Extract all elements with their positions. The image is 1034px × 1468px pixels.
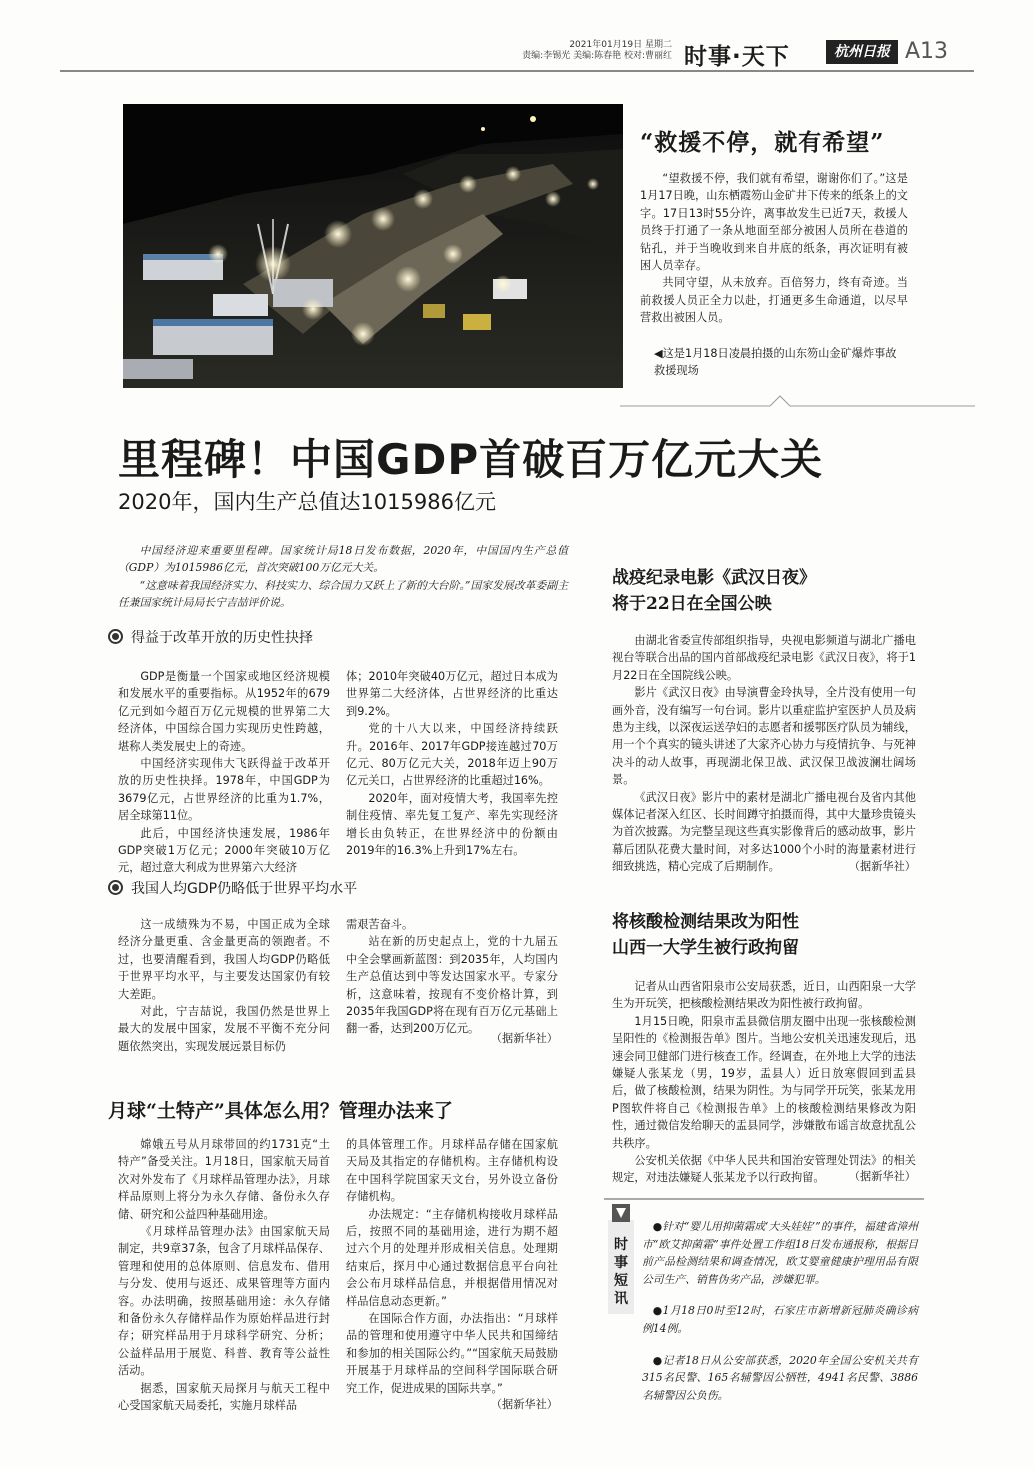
section-heading-text: 得益于改革开放的历史性抉择 (131, 630, 313, 646)
header-rule (60, 70, 974, 72)
main-subheadline: 2020年，国内生产总值达1015986亿元 (118, 490, 496, 514)
briefs-label: 时事短讯 (614, 1237, 628, 1307)
gdp-s1-right (346, 668, 558, 859)
paragraph: 共同守望，从未放弃。百倍努力，终有奇迹。当前救援人员正全力以赴，打通更多生命通道，以尽早营救出被困人员。 (640, 276, 908, 325)
bullet-icon (108, 629, 123, 644)
paragraph: 这一成绩殊为不易，中国正成为全球经济分量更重、含金量更高的领跑者。不过，也要清醒看到，我国人均GDP仍略低于世界平均水平，与主要发达国家仍有较大差距。 (118, 918, 330, 1001)
main-headline: 里程碑！中国GDP首破百万亿元大关 (118, 435, 824, 484)
paragraph: 中国经济实现伟大飞跃得益于改革开放的历史性抉择。1978年，中国GDP为3679亿元，占世界经济的比重为1.7%，居全球第11位。 (118, 757, 330, 823)
paragraph: 办法规定：“主存储机构接收月球样品后，按照不同的基础用途，进行为期不超过六个月的处理并形成相关信息。处理期结束后，探月中心通过数据信息平台向社会公布月球样品信息，并根据借用情况对样品信息动态更新。” (346, 1207, 558, 1308)
photo-caption: ◀这是1月18日凌晨拍摄的山东笏山金矿爆炸事故救援现场 (654, 347, 897, 377)
section-title: 时事·天下 (684, 44, 790, 70)
nucleic-body (612, 978, 916, 1187)
briefs-rule (604, 1198, 924, 1200)
paragraph: 体；2010年突破40万亿元，超过日本成为世界第二大经济体，占世界经济的比重达到9.2%。 (346, 670, 558, 718)
paragraph: GDP是衡量一个国家或地区经济规模和发展水平的重要指标。从1952年的679亿元到如今超百万亿元规模的世界第二大经济体，中国综合国力实现历史性跨越，堪称人类发展史上的奇迹。 (118, 670, 330, 753)
film-source: （据新华社） (848, 860, 916, 873)
rescue-photo (123, 104, 623, 388)
moon-headline: 月球“土特产”具体怎么用？管理办法来了 (108, 1100, 453, 1122)
paragraph: 影片《武汉日夜》由导演曹金玲执导，全片没有使用一句画外音，没有编写一句台词。影片以重症监护室医护人员及病患为主线，以深夜运送孕妇的志愿者和援鄂医疗队员为辅线，用一个个真实的镜头讲述了大家齐心协力与疫情抗争、与死神决斗的动人故事，再现湖北保卫战、武汉保卫战波澜壮阔场景。 (612, 686, 916, 787)
editor-credits: 责编:李锡光 美编:陈春艳 校对:曹丽红 (522, 51, 672, 61)
gdp-source: （据新华社） (490, 1032, 558, 1045)
section-heading-text: 我国人均GDP仍略低于世界平均水平 (131, 881, 358, 897)
nucleic-source: （据新华社） (848, 1170, 916, 1183)
briefs-pin-icon (612, 1204, 630, 1222)
paragraph: “这意味着我国经济实力、科技实力、综合国力又跃上了新的大台阶。”国家发展改革委副主任兼国家统计局局长宁吉喆评价说。 (118, 578, 568, 610)
rescue-title: “救援不停，就有希望” (640, 129, 885, 156)
gdp-s2-right (346, 916, 558, 1038)
gdp-section-heading-2 (108, 879, 357, 899)
paragraph: 中国经济迎来重要里程碑。国家统计局18日发布数据，2020年，中国国内生产总值（GDP）为1015986亿元，首次突破100万亿元大关。 (118, 544, 568, 575)
moon-right (346, 1136, 558, 1397)
brief-item: ●1月18日0时至12时，石家庄市新增新冠肺炎确诊病例14例。 (642, 1304, 918, 1335)
gdp-section-heading-1 (108, 628, 313, 648)
gdp-lead (118, 542, 568, 612)
nucleic-title-line1: 将核酸检测结果改为阳性 (612, 912, 799, 932)
paragraph: 在国际合作方面，办法指出：“月球样品的管理和使用遵守中华人民共和国缔结和参加的相关国际公约。”“国家航天局鼓励开展基于月球样品的空间科学国际联合研究工作，促进成果的国际共享。” (346, 1312, 558, 1395)
briefs-label-box (608, 1220, 634, 1314)
rescue-body (640, 170, 908, 327)
paragraph: 记者从山西省阳泉市公安局获悉，近日，山西阳泉一大学生为开玩笑，把核酸检测结果改为阳性被行政拘留。 (612, 980, 916, 1011)
gdp-s1-left (118, 668, 330, 877)
paragraph: 党的十八大以来，中国经济持续跃升。2016年、2017年GDP接连越过70万亿元、80万亿元大关，2018年迈上90万亿元关口，占世界经济的比重超过16%。 (346, 722, 558, 788)
paragraph: 公安机关依据《中华人民共和国治安管理处罚法》的相关规定，对违法嫌疑人张某龙予以行政拘留。 (612, 1154, 916, 1185)
moon-left (118, 1136, 330, 1415)
nucleic-title-line2: 山西一大学生被行政拘留 (612, 938, 799, 958)
paragraph: 2020年，面对疫情大考，我国率先控制住疫情、率先复工复产、率先实现经济增长由负转正，在世界经济中的份额由2019年的16.3%上升到17%左右。 (346, 791, 558, 858)
briefs-list (642, 1218, 918, 1404)
moon-source: （据新华社） (490, 1398, 558, 1411)
gdp-s2-left (118, 916, 330, 1055)
paper-logo: 杭州日报 (826, 40, 898, 64)
film-body (612, 632, 916, 876)
paragraph: 据悉，国家航天局探月与航天工程中心受国家航天局委托，实施月球样品 (118, 1381, 330, 1413)
issue-date: 2021年01月19日 星期二 (569, 40, 672, 50)
paragraph: 1月15日晚，阳泉市盂县微信朋友圈中出现一张核酸检测呈阳性的《检测报告单》图片。当地公安机关迅速发现后，迅速会同卫健部门进行核查工作。经调查，在外地上大学的违法嫌疑人张某龙（男，19岁，盂县人）近日放寒假回到盂县后，做了核酸检测，结果为阴性。为与同学开玩笑，张某龙用P图软件将自己《检测报告单》上的核酸检测结果修改为阳性，通过微信发给聊天的盂县同学，涉嫌散布谣言故意扰乱公共秩序。 (612, 1014, 916, 1150)
paragraph: 嫦娥五号从月球带回的约1731克“土特产”备受关注。1月18日，国家航天局首次对外发布了《月球样品管理办法》，月球样品原则上将分为永久存储、备份永久存储、研究和公益四种基础用途。 (118, 1138, 330, 1221)
brief-item: ●记者18日从公安部获悉，2020年全国公安机关共有315名民警、165名辅警因公牺牲，4941名民警、3886名辅警因公负伤。 (642, 1353, 918, 1402)
paragraph: 的具体管理工作。月球样品存储在国家航天局及其指定的存储机构。主存储机构设在中国科学院国家天文台，另外设立备份存储机构。 (346, 1138, 558, 1204)
brief-item: ●针对“婴儿用抑菌霜成‘大头娃娃’”的事件，福建省漳州市“欧艾抑菌霜”事件处置工作组18日发布通报称，根据目前产品检测结果和调查情况，欧艾婴童健康护理用品有限公司生产、销售伪劣产品，涉嫌犯罪。 (642, 1220, 918, 1286)
paragraph: 《武汉日夜》影片中的素材是湖北广播电视台及省内其他媒体记者深入红区、长时间蹲守拍摄而得，其中大量珍贵镜头为首次披露。为完整呈现这些真实影像背后的感动故事，影片幕后团队花费大量时间，对多达1000个小时的海量素材进行细致挑选，精心完成了后期制作。 (612, 790, 916, 874)
page-number: A13 (905, 39, 949, 64)
paragraph: “望救援不停，我们就有希望，谢谢你们了。”这是1月17日晚，山东栖霞笏山金矿井下传来的纸条上的文字。17日13时55分许，离事故发生已近7天，救援人员终于打通了一条从地面至部分被困人员所在巷道的钻孔，并于当晚收到来自井底的纸条，再次证明有被困人员幸存。 (640, 172, 908, 273)
paragraph: 站在新的历史起点上，党的十九届五中全会擘画新蓝图：到2035年，人均国内生产总值达到中等发达国家水平。专家分析，这意味着，按现有不变价格计算，到2035年我国GDP将在现有百万亿元基础上翻一番，达到200万亿元。 (346, 935, 558, 1036)
paragraph: 《月球样品管理办法》由国家航天局制定，共9章37条，包含了月球样品保存、管理和使用的总体原则、信息发布、借用与分发、使用与返还、成果管理等方面内容。办法明确，按照基础用途：永久存储和备份永久存储样品作为原始样品进行封存；研究样品用于月球科学研究、分析；公益样品用于展览、科普、教育等公益性活动。 (118, 1225, 330, 1378)
bullet-icon (108, 880, 123, 895)
paragraph: 对此，宁吉喆说，我国仍然是世界上最大的发展中国家，发展不平衡不充分问题依然突出，实现发展远景目标仍 (118, 1005, 330, 1053)
film-title-line2: 将于22日在全国公映 (612, 594, 772, 614)
paragraph: 需艰苦奋斗。 (346, 918, 414, 931)
film-title-line1: 战疫纪录电影《武汉日夜》 (612, 568, 816, 588)
decorative-rule (620, 370, 980, 420)
paragraph: 此后，中国经济快速发展，1986年GDP突破1万亿元；2000年突破10万亿元，超过意大利成为世界第六大经济 (118, 826, 330, 875)
paragraph: 由湖北省委宣传部组织指导，央视电影频道与湖北广播电视台等联合出品的国内首部战疫纪录电影《武汉日夜》，将于1月22日在全国院线公映。 (612, 634, 916, 682)
